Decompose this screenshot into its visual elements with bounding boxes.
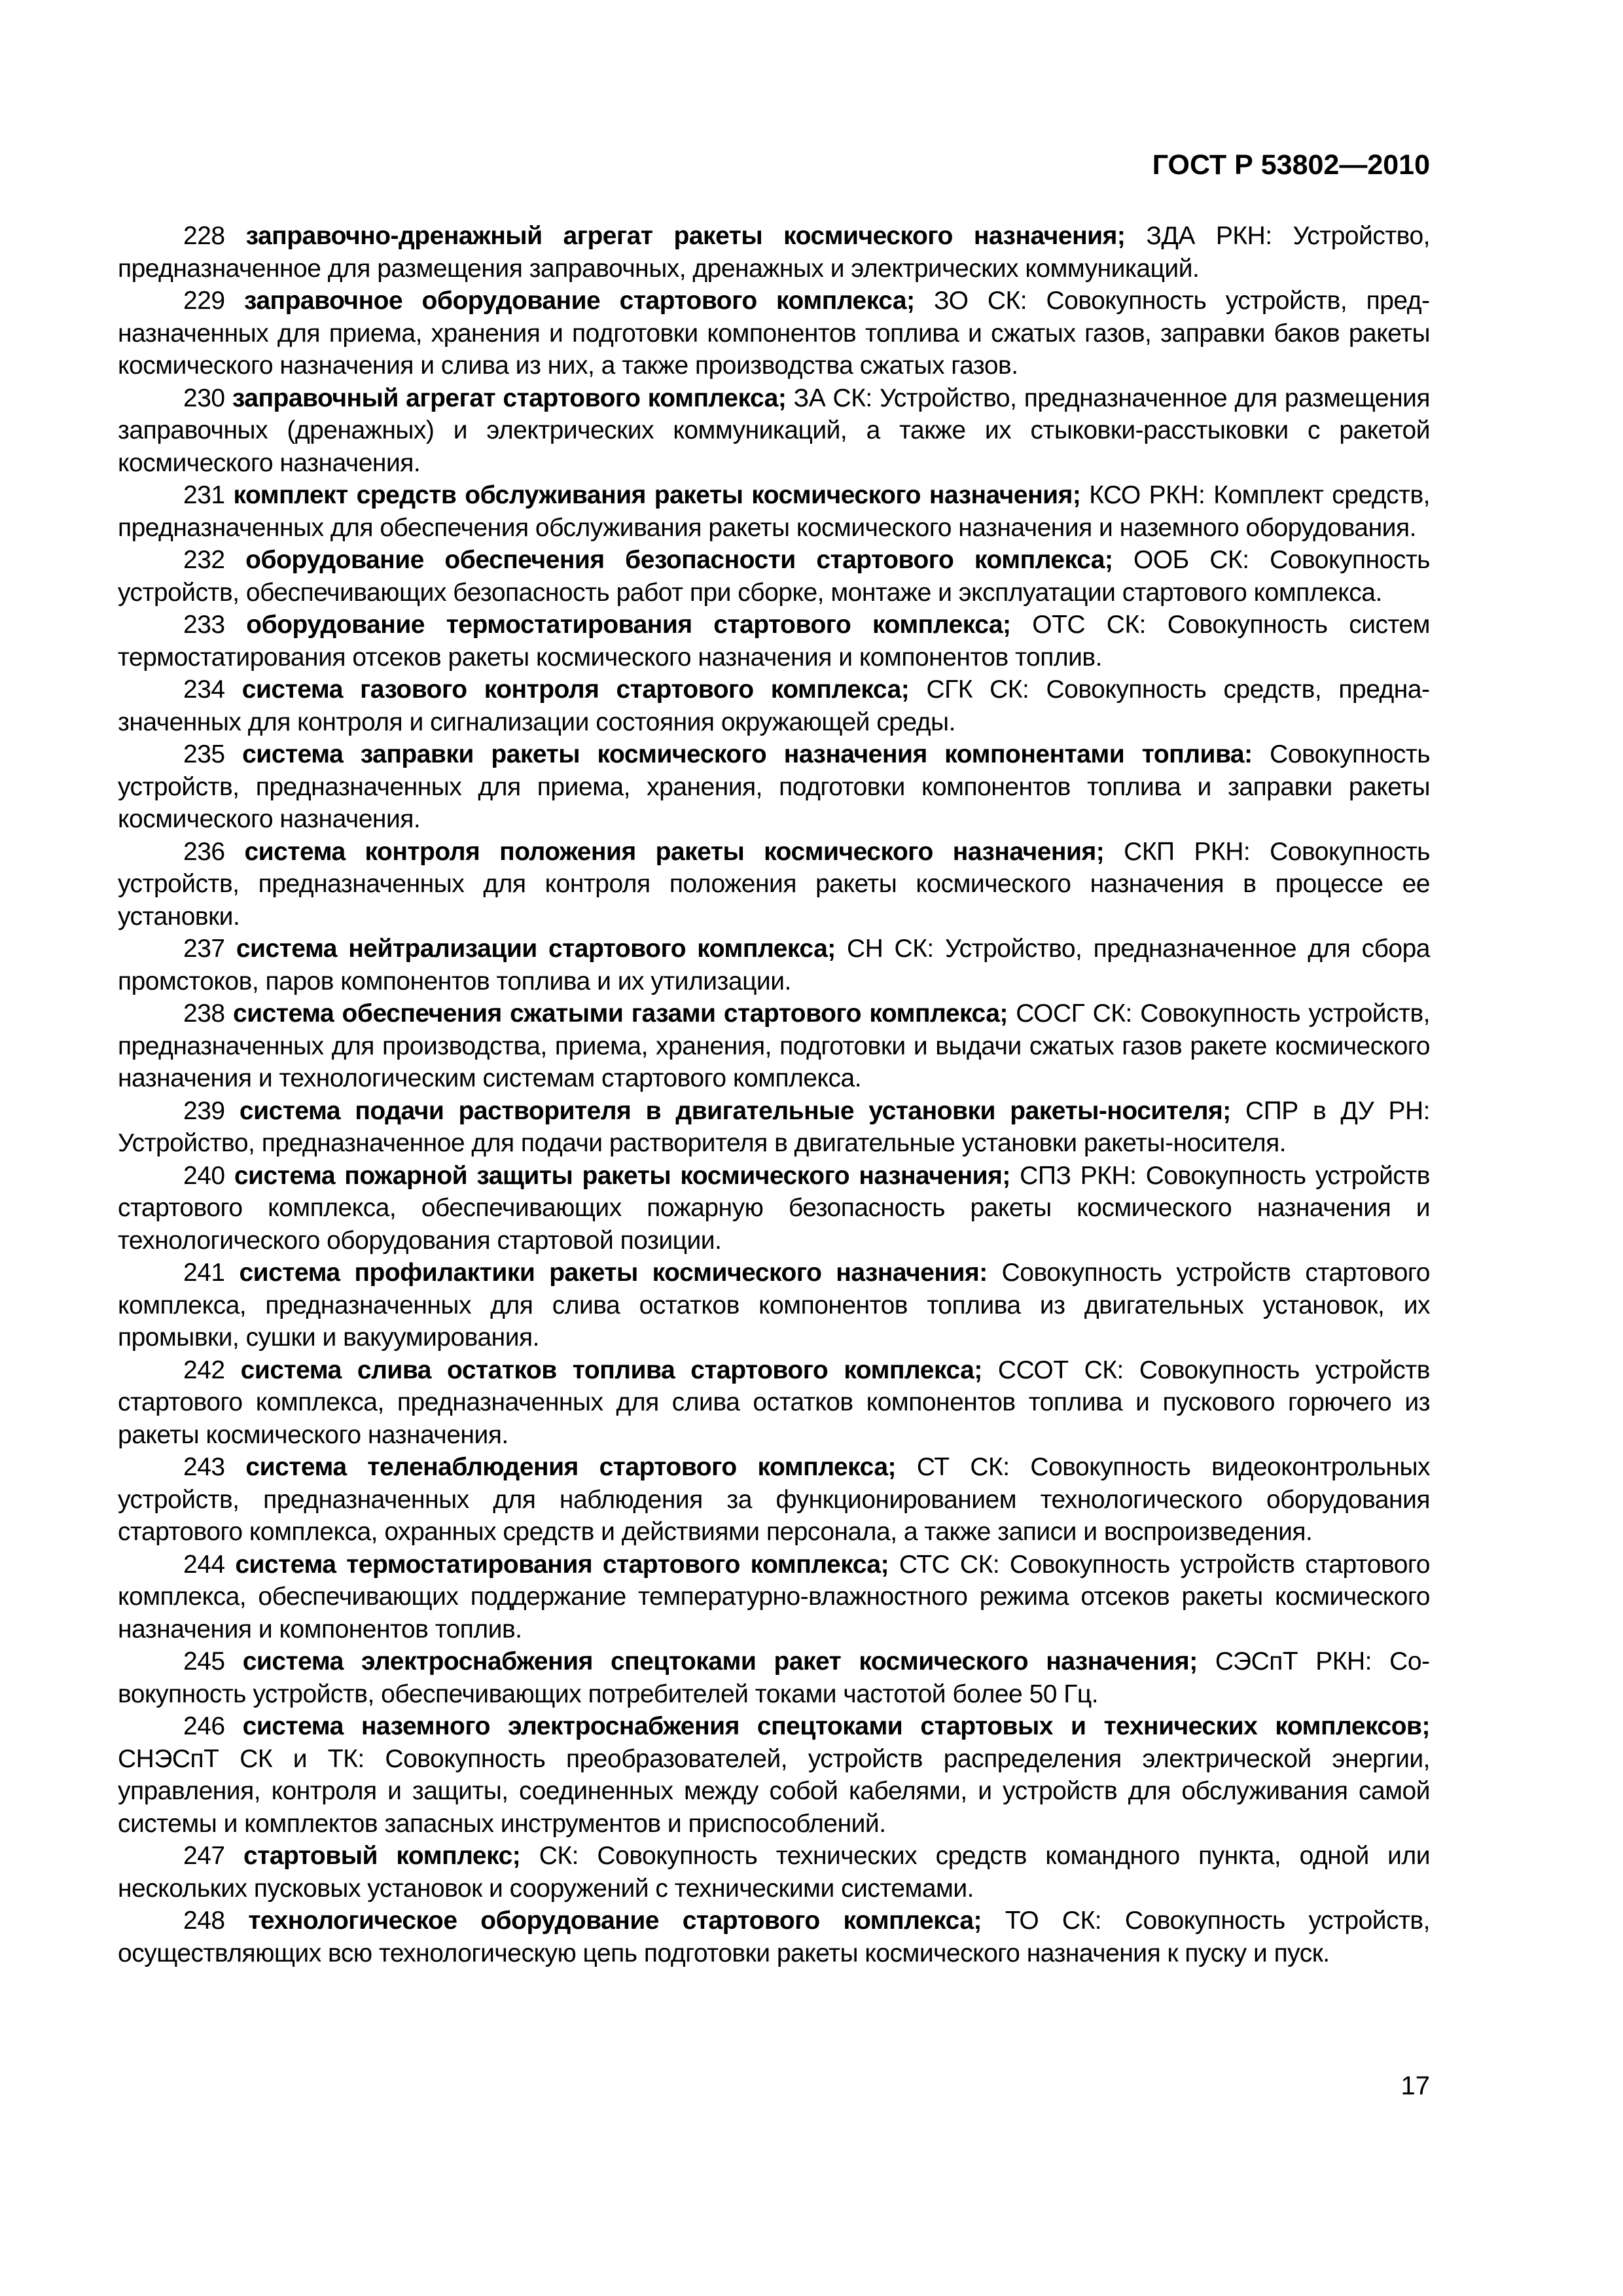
- term-entry-243: [118, 1451, 1430, 1549]
- term-entry-233: [118, 609, 1430, 673]
- entry-definition: Комплект средств, предназначенных для обеспечения обслуживания ракеты космического назначения и наземного оборудования.: [118, 481, 1430, 542]
- entry-definition: Совокупность устройств, обеспечивающих потребителей токами частотой более 50 Гц.: [118, 1647, 1431, 1708]
- entry-number: 246: [183, 1712, 225, 1740]
- entry-definition: Совокупность устройств, предназначенных для приема, хранения и подготовки компонентов топлива и сжатых газов, заправки баков ракеты космического назначения и слива из них, а также производства сжатых газов.: [118, 287, 1431, 380]
- entry-term: система нейтрализации стартового комплекса;: [236, 935, 836, 963]
- entry-definition: Устройство, предназначенное для подачи растворителя в двигательные установки ракеты-носителя.: [118, 1129, 1287, 1157]
- entry-abbreviation: КСО РКН:: [1089, 481, 1205, 509]
- entry-definition: Совокупность устройств стартового комплекса, предназначенных для слива остатков компонентов топлива из двигательных установок, их промывки, сушки и вакуумирования.: [118, 1259, 1430, 1352]
- term-entry-248: [118, 1905, 1430, 1969]
- entry-abbreviation: СН СК:: [847, 935, 934, 963]
- entry-number: 232: [183, 546, 225, 574]
- entry-definition: Совокупность устройств, предназначенных для производства, приема, хранения, подготовки и выдачи сжатых газов ракете космического назначения и технологическим системам стартового комплекса.: [118, 999, 1431, 1092]
- entry-definition: Совокупность устройств, предназначенных для приема, хранения, подготовки компонентов топлива и заправки ракеты космического назначения.: [118, 740, 1431, 833]
- entry-number: 228: [183, 222, 225, 250]
- entry-definition: Устройство, предназначенное для размещения заправочных (дренажных) и электрических коммуникаций, а также их стыковки-расстыковки с ракетой космического назначения.: [118, 384, 1431, 477]
- entry-term: заправочно-дренажный агрегат ракеты космического назначения;: [245, 222, 1126, 250]
- entry-abbreviation: ССОТ СК:: [997, 1355, 1124, 1384]
- entry-term: система термостатирования стартового комплекса;: [235, 1550, 889, 1579]
- entry-abbreviation: ЗА СК:: [793, 384, 872, 412]
- term-entry-245: [118, 1645, 1430, 1710]
- entry-definition: Совокупность устройств, предназначенных для контроля положения ракеты космического назначения в процессе ее установки.: [118, 837, 1430, 931]
- term-entry-228: [118, 220, 1430, 285]
- entry-definition: Устройство, предназначенное для сбора промстоков, паров компонентов топлива и их утилизации.: [118, 935, 1430, 996]
- entry-definition: Совокупность преобразователей, устройств распределения электрической энергии, управления, контроля и защиты, соединенных между собой кабелями, и устройств для обслуживания самой системы и комплектов запасных инструментов и приспособлений.: [118, 1744, 1430, 1838]
- entry-abbreviation: СТ СК:: [916, 1453, 1010, 1481]
- entry-term: оборудование термостатирования стартового комплекса;: [246, 611, 1011, 639]
- entry-abbreviation: ЗО СК:: [933, 287, 1027, 315]
- entry-term: технологическое оборудование стартового комплекса;: [248, 1907, 982, 1935]
- entry-term: система электроснабжения спецтоками ракет космического назначения;: [242, 1647, 1198, 1676]
- term-entry-241: [118, 1257, 1430, 1354]
- term-entry-239: [118, 1095, 1430, 1160]
- entry-definition: Совокупность устройств стартового комплекса, предназначенных для слива остатков компонентов топлива и пускового горючего из ракеты космического назначения.: [118, 1355, 1431, 1449]
- term-entry-232: [118, 544, 1430, 609]
- entry-term: система обеспечения сжатыми газами стартового комплекса;: [232, 999, 1008, 1028]
- entry-abbreviation: СКП РКН:: [1124, 837, 1251, 866]
- entry-term: система слива остатков топлива стартового комплекса;: [240, 1355, 982, 1384]
- entry-number: 244: [183, 1550, 225, 1579]
- entry-term: система наземного электроснабжения спецтоками стартовых и технических комплексов;: [242, 1712, 1430, 1740]
- entry-number: 233: [183, 611, 225, 639]
- entry-abbreviation: СНЭСпТ СК и ТК:: [118, 1744, 365, 1773]
- entry-abbreviation: ООБ СК:: [1133, 546, 1249, 574]
- term-entry-238: [118, 997, 1430, 1095]
- term-entry-230: [118, 382, 1430, 480]
- entry-term: система профилактики ракеты космического назначения:: [239, 1259, 988, 1287]
- entry-abbreviation: СОСГ СК:: [1016, 999, 1132, 1028]
- entry-number: 235: [183, 740, 225, 768]
- entry-abbreviation: СТС СК:: [899, 1550, 1000, 1579]
- entry-definition: Совокупность видеоконтрольных устройств, предназначенных для наблюдения за функционированием технологического оборудования стартового комплекса, охранных средств и действиями персонала, а также записи и воспроизведения.: [118, 1453, 1430, 1546]
- entry-number: 240: [183, 1161, 225, 1190]
- page-number: 17: [1400, 2072, 1430, 2100]
- entry-number: 237: [183, 935, 225, 963]
- term-entry-234: [118, 673, 1430, 738]
- entry-definition: Устройство, предназначенное для размещения заправочных, дренажных и электрических коммуникаций.: [118, 222, 1430, 283]
- entry-number: 243: [183, 1453, 225, 1481]
- entry-abbreviation: СПЗ РКН:: [1020, 1161, 1137, 1190]
- term-entry-247: [118, 1840, 1430, 1905]
- entry-term: заправочное оборудование стартового комплекса;: [243, 287, 915, 315]
- entry-abbreviation: ТО СК:: [1005, 1907, 1102, 1935]
- entry-term: система заправки ракеты космического назначения компонентами топлива:: [242, 740, 1253, 768]
- entry-abbreviation: СПР в ДУ РН:: [1245, 1096, 1431, 1125]
- entry-definition: Совокупность устройств, осуществляющих всю технологическую цепь подготовки ракеты космического назначения к пуску и пуск.: [118, 1907, 1430, 1967]
- entry-term: система газового контроля стартового комплекса;: [241, 675, 910, 704]
- entry-abbreviation: ЗДА РКН:: [1146, 222, 1272, 250]
- entry-abbreviation: СК:: [539, 1842, 579, 1870]
- terms-list: [118, 220, 1430, 1969]
- entry-term: оборудование обеспечения безопасности стартового комплекса;: [245, 546, 1113, 574]
- term-entry-231: [118, 479, 1430, 544]
- entry-abbreviation: СЭСпТ РКН:: [1215, 1647, 1372, 1676]
- entry-number: 241: [183, 1259, 225, 1287]
- entry-number: 248: [183, 1907, 225, 1935]
- term-entry-242: [118, 1354, 1430, 1452]
- entry-number: 229: [183, 287, 225, 315]
- entry-number: 238: [183, 999, 225, 1028]
- entry-number: 242: [183, 1355, 225, 1384]
- term-entry-240: [118, 1160, 1430, 1257]
- entry-term: заправочный агрегат стартового комплекса;: [232, 384, 787, 412]
- entry-definition: Совокупность систем термостатирования отсеков ракеты космического назначения и компонентов топлив.: [118, 611, 1430, 672]
- entry-definition: Совокупность устройств стартового комплекса, обеспечивающих пожарную безопасность ракеты космического назначения и технологического оборудования стартовой позиции.: [118, 1161, 1431, 1255]
- entry-number: 230: [183, 384, 225, 412]
- entry-term: система подачи растворителя в двигательные установки ракеты-носителя;: [239, 1096, 1231, 1125]
- standard-number: ГОСТ Р 53802—2010: [1152, 149, 1430, 181]
- entry-number: 234: [183, 675, 225, 704]
- entry-abbreviation: СГК СК:: [926, 675, 1029, 704]
- entry-number: 231: [183, 481, 225, 509]
- term-entry-236: [118, 836, 1430, 933]
- term-entry-237: [118, 933, 1430, 997]
- entry-term: система контроля положения ракеты космического назначения;: [244, 837, 1105, 866]
- entry-term: система пожарной защиты ракеты космического назначения;: [234, 1161, 1010, 1190]
- entry-term: стартовый комплекс;: [243, 1842, 521, 1870]
- entry-definition: Совокупность технических средств командного пункта, одной или нескольких пусковых установок и сооружений с техническими системами.: [118, 1842, 1430, 1903]
- entry-number: 245: [183, 1647, 225, 1676]
- entry-term: система теленаблюдения стартового комплекса;: [245, 1453, 896, 1481]
- entry-definition: Совокупность устройств, обеспечивающих безопасность работ при сборке, монтаже и эксплуатации стартового комплекса.: [118, 546, 1430, 607]
- term-entry-244: [118, 1549, 1430, 1646]
- entry-definition: Совокупность устройств стартового комплекса, обеспечивающих поддержание температурно-влажностного режима отсеков ракеты космического назначения и компонентов топлив.: [118, 1550, 1430, 1643]
- entry-term: комплект средств обслуживания ракеты космического назначения;: [233, 481, 1081, 509]
- entry-number: 239: [183, 1096, 225, 1125]
- entry-abbreviation: ОТС СК:: [1032, 611, 1146, 639]
- entry-number: 236: [183, 837, 225, 866]
- entry-definition: Совокупность средств, предназначенных для контроля и сигнализации состояния окружающей среды.: [118, 675, 1431, 736]
- term-entry-246: [118, 1710, 1430, 1840]
- term-entry-229: [118, 285, 1430, 382]
- entry-number: 247: [183, 1842, 225, 1870]
- term-entry-235: [118, 738, 1430, 836]
